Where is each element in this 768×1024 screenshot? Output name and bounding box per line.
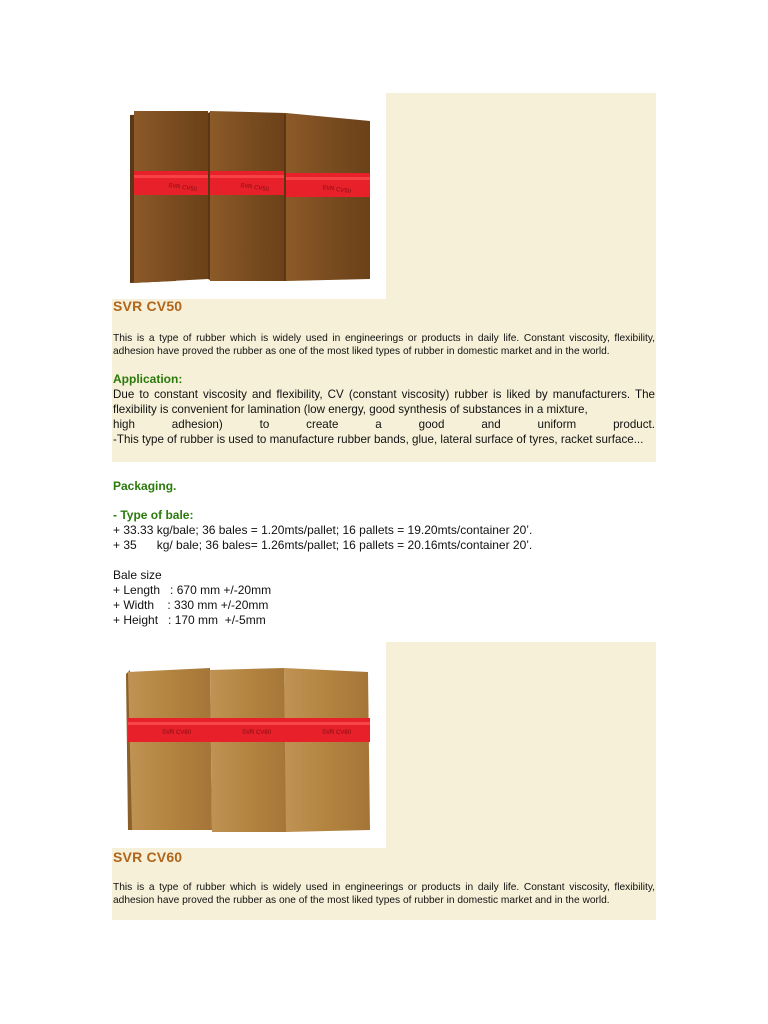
packaging-title: Packaging. [113, 479, 177, 493]
bale-size-line: + Width : 330 mm +/-20mm [113, 598, 269, 612]
bale-band-label: SVR CV50 [239, 183, 270, 194]
bale-band-label: SVR CV50 [167, 183, 198, 194]
product-description: This is a type of rubber which is widely used in engineerings or products in daily life. Constant viscosity, flexibility, adhesion have proved the rubber as one of the most liked types of rubber in domestic market and in the world. [113, 882, 655, 906]
rubber-bales-image [112, 642, 386, 848]
bale-band-label: SVR CV60 [322, 730, 352, 736]
product-description: This is a type of rubber which is widely used in engineerings or products in daily life. Constant viscosity, flexibility, adhesion have proved the rubber as one of the most liked types of rubber in domestic market and in the world. [113, 333, 655, 357]
application-line: -This type of rubber is used to manufacture rubber bands, glue, lateral surface of tyres, racket surface... [113, 433, 644, 446]
bale-type-line: + 33.33 kg/bale; 36 bales = 1.20mts/pallet; 16 pallets = 19.20mts/container 20’. [113, 523, 533, 537]
bale-size-line: + Length : 670 mm +/-20mm [113, 583, 272, 597]
product-heading: SVR CV50 [113, 298, 183, 314]
bale-type-title: - Type of bale: [113, 508, 194, 522]
bale-2 [210, 668, 288, 832]
bale-2 [208, 111, 286, 281]
rubber-bales-image [112, 93, 386, 299]
bale-size-line: + Height : 170 mm +/-5mm [113, 613, 266, 627]
bale-type-line: + 35 kg/ bale; 36 bales= 1.26mts/pallet; 16 pallets = 20.16mts/container 20’. [113, 538, 533, 552]
bale-3 [284, 113, 370, 281]
bale-size-block [113, 568, 271, 628]
application-title: Application: [113, 372, 183, 386]
application-line: high adhesion) to create a good and uniform product. [113, 418, 655, 431]
application-line: Due to constant viscosity and flexibility, CV (constant viscosity) rubber is liked by manufacturers. The flexibility is convenient for lamination (low energy, good synthesis of substances in a mixture, [113, 388, 655, 416]
bale-1 [126, 668, 212, 830]
bale-type-lines [113, 523, 532, 553]
bale-3 [284, 668, 370, 832]
product-panel-cv60 [112, 642, 656, 920]
product-panel-cv50 [112, 93, 656, 462]
bale-size-title: Bale size [113, 568, 162, 582]
bale-band-label: SVR CV60 [242, 730, 272, 736]
bale-1 [130, 111, 208, 283]
product-photo-cv50 [112, 93, 386, 299]
bale-band-label: SVR CV60 [162, 730, 192, 736]
product-heading: SVR CV60 [113, 849, 183, 865]
application-body [113, 387, 655, 447]
product-photo-cv60 [112, 642, 386, 848]
bale-band-label: SVR CV50 [321, 185, 352, 196]
